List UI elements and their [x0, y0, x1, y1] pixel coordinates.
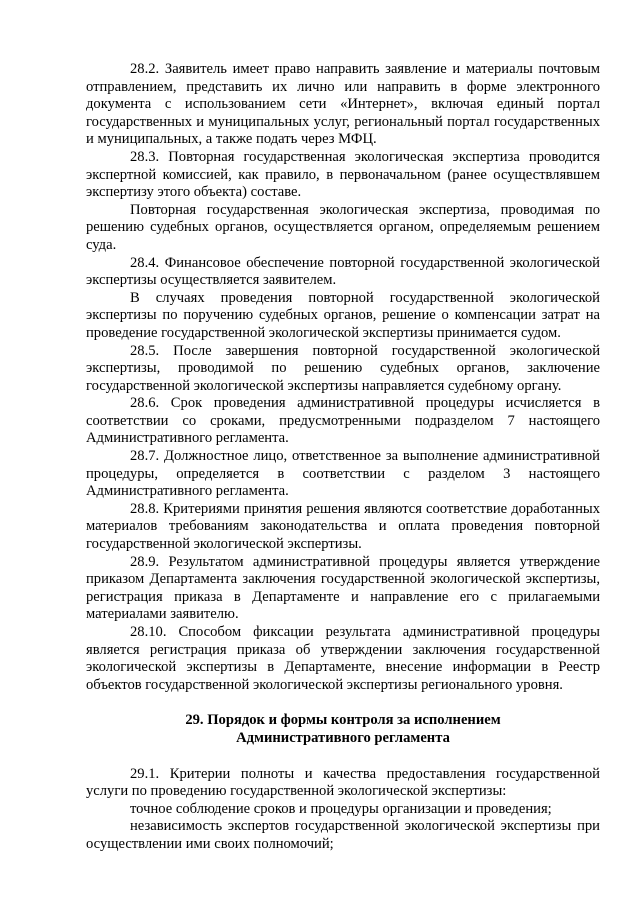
criterion-item-independence: независимость экспертов государственной экологической экспертизы при осуществлении ими своих полномочий;	[86, 818, 600, 852]
paragraph-28-4-continued: В случаях проведения повторной государственной экологической экспертизы по поручению судебных органов, решение о компенсации затрат на проведение государственной экологической экспертизы принимается судом.	[86, 289, 600, 341]
paragraph-28-3: 28.3. Повторная государственная экологическая экспертиза проводится экспертной комиссией, как правило, в первоначальном (ранее осуществлявшем экспертизу этого объекта) составе.	[86, 148, 600, 201]
paragraph-28-6: 28.6. Срок проведения административной процедуры исчисляется в соответствии со сроками, предусмотренными подразделом 7 настоящего Административного регламента.	[86, 395, 600, 447]
section-heading-line-2: Административного регламента	[236, 729, 450, 746]
section-heading-29	[86, 712, 600, 747]
paragraph-29-1: 29.1. Критерии полноты и качества предоставления государственной услуги по проведению государственной экологической экспертизы:	[86, 765, 600, 800]
paragraph-28-4: 28.4. Финансовое обеспечение повторной государственной экологической экспертизы осуществляется заявителем.	[86, 254, 600, 289]
section-heading-line-1: 29. Порядок и формы контроля за исполнением	[185, 712, 501, 729]
paragraph-28-2: 28.2. Заявитель имеет право направить заявление и материалы почтовым отправлением, представить их лично или направить в форме электронного документа с использованием сети «Интернет», включая единый портал государственных и муниципальных услуг, региональный портал государственных и муниципальных, а также подать через МФЦ.	[86, 61, 600, 148]
paragraph-28-7: 28.7. Должностное лицо, ответственное за выполнение административной процедуры, определяется в соответствии с разделом 3 настоящего Административного регламента.	[86, 448, 600, 500]
criterion-item-deadlines: точное соблюдение сроков и процедуры организации и проведения;	[130, 800, 552, 817]
document-page	[86, 61, 600, 854]
paragraph-28-8: 28.8. Критериями принятия решения являются соответствие доработанных материалов требованиям законодательства и оплата проведения повторной государственной экологической экспертизы.	[86, 500, 600, 553]
paragraph-28-9: 28.9. Результатом административной процедуры является утверждение приказом Департамента заключения государственной экологической экспертизы, регистрация приказа в Департаменте и направление его с прилагаемыми материалами заявителю.	[86, 553, 600, 623]
paragraph-28-5: 28.5. После завершения повторной государственной экологической экспертизы, проводимой по решению судебных органов, заключение государственной экологической экспертизы направляется судебному органу.	[86, 342, 600, 394]
paragraph-28-10: 28.10. Способом фиксации результата административной процедуры является регистрация приказа об утверждении заключения государственной экологической экспертизы в Департаменте, внесение информации в Реестр объектов государственной экологической экспертизы регионального уровня.	[86, 624, 600, 693]
paragraph-28-3-continued: Повторная государственная экологическая экспертиза, проводимая по решению судебных органов, осуществляется органом, определяемым решением суда.	[86, 201, 600, 253]
